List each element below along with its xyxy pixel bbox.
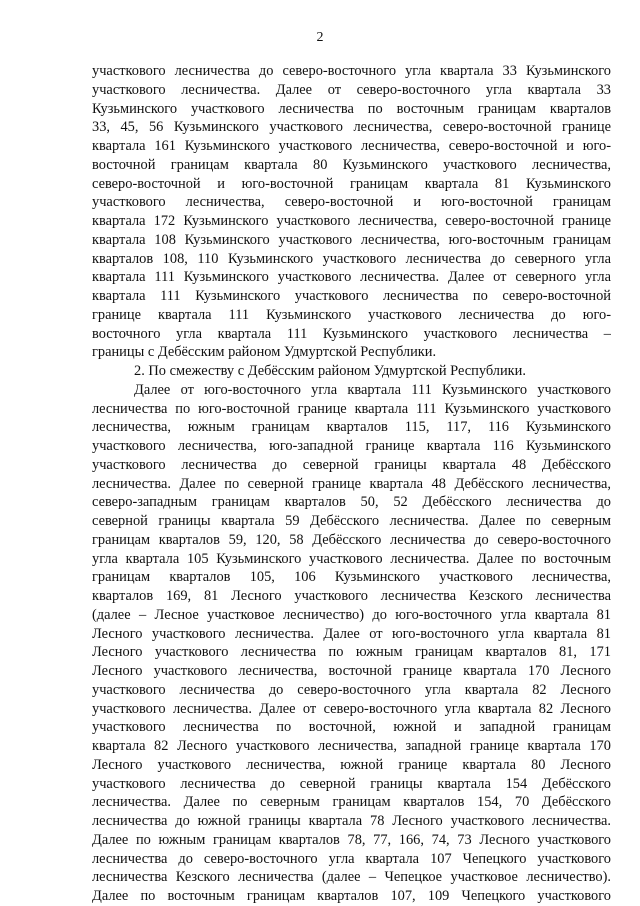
text-line: границам кварталов 59, 120, 58 Дебёсского лесничества до северо-восточного — [92, 531, 611, 548]
text-line: Далее от юго-восточного угла квартала 111 Кузьминского участкового — [134, 381, 611, 398]
text-line: лесничества, южным границам кварталов 115, 117, 116 Кузьминского — [92, 419, 611, 436]
text-line: границы с Дебёсским районом Удмуртской Республики. — [92, 344, 437, 361]
text-line: границам кварталов 105, 106 Кузьминского участкового лесничества, — [92, 569, 611, 586]
text-line: Далее по восточным границам кварталов 107, 109 Чепецкого участкового — [92, 888, 611, 904]
document-body-text — [92, 62, 611, 906]
text-line: квартала 82 Лесного участкового лесничества, западной границе квартала 170 — [92, 738, 611, 754]
text-line: Лесного участкового лесничества. Далее от юго-восточного угла квартала 81 — [92, 625, 611, 642]
text-line: угла квартала 105 Кузьминского участкового лесничества. Далее по восточным — [92, 550, 611, 567]
text-line: Лесного участкового лесничества, южной границе квартала 80 Лесного — [92, 756, 611, 773]
text-line: Лесного участкового лесничества по южным границам кварталов 81, 171 — [92, 644, 611, 661]
page-number: 2 — [316, 30, 324, 45]
text-line: восточного угла квартала 111 Кузьминского участкового лесничества – — [92, 325, 611, 342]
text-line: участкового лесничества до северной границы квартала 154 Дебёсского — [92, 775, 611, 792]
text-line: (далее – Лесное участковое лесничество) до юго-восточного угла квартала 81 — [92, 606, 611, 623]
text-line: квартала 172 Кузьминского участкового лесничества, северо-восточной границе — [92, 213, 611, 229]
text-line: участкового лесничества. Далее от северо-восточного угла квартала 33 — [92, 81, 611, 98]
text-line: кварталов 169, 81 Лесного участкового лесничества Кезского лесничества — [92, 588, 611, 604]
text-line: участкового лесничества до северо-восточного угла квартала 82 Лесного — [92, 681, 611, 698]
text-line: 2. По смежеству с Дебёсским районом Удмуртской Республики. — [134, 363, 526, 379]
text-line: квартала 111 Кузьминского участкового лесничества по северо-восточной — [92, 288, 611, 304]
text-line: Далее по южным границам кварталов 78, 77, 166, 74, 73 Лесного участкового — [92, 831, 611, 848]
text-line: участкового лесничества, северо-восточной и юго-восточной границам — [92, 194, 611, 211]
text-line: лесничества. Далее по северным границам кварталов 154, 70 Дебёсского — [92, 794, 611, 811]
text-line: границе квартала 111 Кузьминского участкового лесничества до юго- — [92, 306, 611, 323]
text-line: лесничества Кезского лесничества (далее – Чепецкое участковое лесничество). — [92, 869, 611, 886]
text-line: лесничества по юго-восточной границе квартала 111 Кузьминского участкового — [92, 400, 611, 417]
text-line: Лесного участкового лесничества, восточной границе квартала 170 Лесного — [92, 663, 611, 679]
text-line: квартала 111 Кузьминского участкового лесничества. Далее от северного угла — [92, 269, 611, 286]
text-line: лесничества. Далее по северной границе квартала 48 Дебёсского лесничества, — [92, 475, 611, 492]
text-line: лесничества до южной границы квартала 78 Лесного участкового лесничества. — [92, 813, 611, 829]
text-line: северо-западным границам кварталов 50, 52 Дебёсского лесничества до — [92, 494, 611, 511]
text-line: северо-восточной и юго-восточной границам квартала 81 Кузьминского — [92, 175, 611, 192]
text-line: участкового лесничества, юго-западной границе квартала 116 Кузьминского — [92, 438, 611, 454]
text-line: участкового лесничества. Далее от северо-восточного угла квартала 82 Лесного — [92, 700, 611, 717]
text-line: квартала 161 Кузьминского участкового лесничества, северо-восточной и юго- — [92, 138, 611, 154]
text-line: лесничества до северо-восточного угла квартала 107 Чепецкого участкового — [92, 850, 611, 867]
text-line: 33, 45, 56 Кузьминского участкового лесничества, северо-восточной границе — [92, 119, 611, 136]
text-line: Кузьминского участкового лесничества по восточным границам кварталов — [92, 100, 611, 117]
text-line: северной границы квартала 59 Дебёсского лесничества. Далее по северным — [92, 513, 611, 529]
text-line: участкового лесничества до северо-восточного угла квартала 33 Кузьминского — [92, 63, 611, 79]
text-line: квартала 108 Кузьминского участкового лесничества, юго-восточным границам — [92, 231, 611, 248]
text-line: участкового лесничества по восточной, южной и западной границам — [92, 719, 611, 736]
text-line: восточной границам квартала 80 Кузьминского участкового лесничества, — [92, 156, 611, 173]
text-line: участкового лесничества до северной границы квартала 48 Дебёсского — [92, 456, 611, 473]
text-line: кварталов 108, 110 Кузьминского участкового лесничества до северного угла — [92, 250, 611, 267]
